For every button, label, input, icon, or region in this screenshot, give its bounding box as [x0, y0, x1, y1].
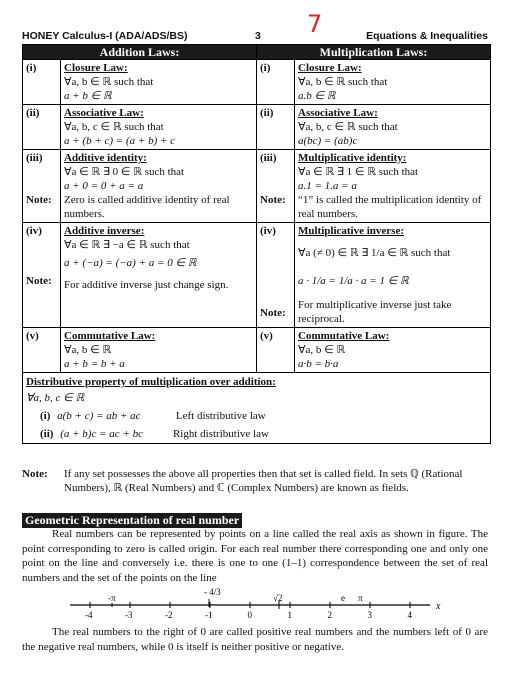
law-cell [295, 150, 491, 223]
page-number: 7 [307, 10, 323, 38]
row-number-cell [23, 150, 61, 223]
row-number-cell [23, 223, 61, 328]
row-number: (ii) [257, 105, 295, 150]
sqrt2-label: √2 [273, 593, 283, 603]
item-label: (ii) [40, 428, 54, 440]
tick-label: 1 [287, 610, 292, 620]
law-line: ∀a ∈ ℝ ∃ 1 ∈ ℝ such that [298, 166, 419, 178]
item-label: (i) [40, 410, 51, 422]
field-note [22, 467, 488, 495]
tick-label: -4 [85, 610, 93, 620]
right-distributive-name: Right distributive law [172, 428, 269, 440]
note-label: Note: [260, 307, 286, 319]
neg-pi-label: -π [108, 593, 116, 603]
law-line: ∀a ∈ ℝ ∃ 0 ∈ ℝ such that [64, 166, 185, 178]
distributive-row [23, 373, 491, 444]
law-cell [61, 105, 257, 150]
note-text: If any set possesses the above all properties then that set is called field. In sets ℚ (Rational Numbers), ℝ (Real Numbers) and ℂ (Complex Numbers) are known as fields. [64, 468, 463, 494]
distributive-title: Distributive property of multiplication over addition: [26, 376, 276, 388]
law-title: Closure Law: [298, 62, 362, 74]
law-title: Commutative Law: [64, 330, 156, 342]
law-formula: a + b = b + a [64, 358, 125, 370]
table-row [23, 60, 491, 105]
right-distributive-formula: (a + b)c = ac + bc [60, 428, 143, 440]
law-formula: a · 1/a = 1/a · a = 1 ∈ ℝ [298, 275, 409, 287]
law-title: Associative Law: [64, 107, 144, 119]
left-distributive-name: Left distributive law [175, 410, 266, 422]
paragraph-1: Real numbers can be represented by points on a line called the real axis as shown in figure. The point corresponding to zero is called origin. For each real number there corresponding one and only one point on the line and conversely i.e. there is one to one (1–1) correspondence between the set of real numbers and the set of the points on the line [22, 528, 488, 584]
law-title: Multiplicative identity: [298, 152, 407, 164]
row-number: (v) [23, 328, 61, 373]
pi-label: π [358, 593, 363, 603]
distributive-cell [23, 373, 491, 444]
tick-label: 2 [327, 610, 332, 620]
law-cell [61, 328, 257, 373]
row-number: (i) [257, 60, 295, 105]
tick-label: -2 [165, 610, 173, 620]
distributive-right [26, 426, 487, 442]
page-header [22, 10, 488, 44]
table-row [23, 105, 491, 150]
law-formula: a + b ∈ ℝ [64, 90, 112, 102]
table-row [23, 223, 491, 328]
note-label: Note: [26, 275, 52, 287]
law-line: ∀a, b ∈ ℝ such that [64, 76, 154, 88]
addition-laws-heading: Addition Laws: [23, 45, 257, 60]
law-title: Closure Law: [64, 62, 128, 74]
law-formula: a(bc) = (ab)c [298, 135, 358, 147]
law-formula: a + 0 = 0 + a = a [64, 180, 144, 192]
distributive-left [26, 408, 487, 424]
chapter-title: Equations & Inequalities [366, 30, 488, 42]
law-title: Associative Law: [298, 107, 378, 119]
multiplication-laws-heading: Multiplication Laws: [257, 45, 491, 60]
distributive-quantifier: ∀a, b, c ∈ ℝ [26, 392, 85, 404]
law-title: Commutative Law: [298, 330, 390, 342]
law-line: ∀a, b ∈ ℝ [298, 344, 346, 356]
row-number: (iii) [260, 152, 277, 164]
chapter-number: 3 [255, 30, 261, 42]
note-label: Note: [22, 468, 48, 480]
law-cell [61, 223, 257, 328]
table-row [23, 328, 491, 373]
tick-label: 0 [247, 610, 252, 620]
law-title: Additive identity: [64, 152, 147, 164]
law-line: ∀a, b ∈ ℝ [64, 344, 112, 356]
row-number: (iv) [26, 225, 42, 237]
section-title: Geometric Representation of real number [22, 513, 242, 528]
law-line: ∀a, b ∈ ℝ such that [298, 76, 388, 88]
tick-label: 4 [407, 610, 412, 620]
row-number: (ii) [23, 105, 61, 150]
law-cell [61, 60, 257, 105]
row-number: (i) [23, 60, 61, 105]
neg-four-thirds-label: - 4/3 [204, 587, 221, 597]
row-number: (iv) [260, 225, 276, 237]
law-cell [295, 223, 491, 328]
left-distributive-formula: a(b + c) = ab + ac [57, 410, 141, 422]
book-title: HONEY Calculus-I (ADA/ADS/BS) [22, 30, 188, 42]
law-line: ∀a ∈ ℝ ∃ −a ∈ ℝ such that [64, 239, 190, 251]
law-line: ∀a, b, c ∈ ℝ such that [64, 121, 164, 133]
note-label: Note: [26, 194, 52, 206]
law-note: “1” is called the multiplication identity of real numbers. [298, 194, 482, 220]
table-row [23, 150, 491, 223]
law-title: Additive inverse: [64, 225, 145, 237]
law-cell [295, 60, 491, 105]
law-formula: a·b = b·a [298, 358, 339, 370]
number-line [70, 585, 450, 621]
law-cell [295, 105, 491, 150]
law-note: Zero is called additive identity of real numbers. [64, 194, 230, 220]
law-cell [295, 328, 491, 373]
e-label: e [341, 593, 345, 603]
axis-label: x [436, 601, 441, 612]
row-number-cell [257, 223, 295, 328]
law-note: For multiplicative inverse just take reciprocal. [298, 299, 452, 325]
row-number: (v) [257, 328, 295, 373]
law-formula: a + (−a) = (−a) + a = 0 ∈ ℝ [64, 257, 197, 269]
note-label: Note: [260, 194, 286, 206]
law-cell [61, 150, 257, 223]
laws-table [22, 44, 491, 444]
row-number: (iii) [26, 152, 43, 164]
law-formula: a.1 = 1.a = a [298, 180, 357, 192]
law-line: ∀a (≠ 0) ∈ ℝ ∃ 1/a ∈ ℝ such that [298, 247, 451, 259]
law-formula: a.b ∈ ℝ [298, 90, 336, 102]
law-note: For additive inverse just change sign. [64, 279, 229, 291]
law-line: ∀a, b, c ∈ ℝ such that [298, 121, 398, 133]
tick-label: -1 [205, 610, 213, 620]
paragraph-2: The real numbers to the right of 0 are called positive real numbers and the numbers left of 0 are the negative real numbers, while 0 is itself is neither positive or negative. [22, 626, 488, 653]
tick-label: 3 [367, 610, 372, 620]
tick-label: -3 [125, 610, 133, 620]
row-number-cell [257, 150, 295, 223]
law-title: Multiplicative inverse: [298, 225, 405, 237]
law-formula: a + (b + c) = (a + b) + c [64, 135, 176, 147]
